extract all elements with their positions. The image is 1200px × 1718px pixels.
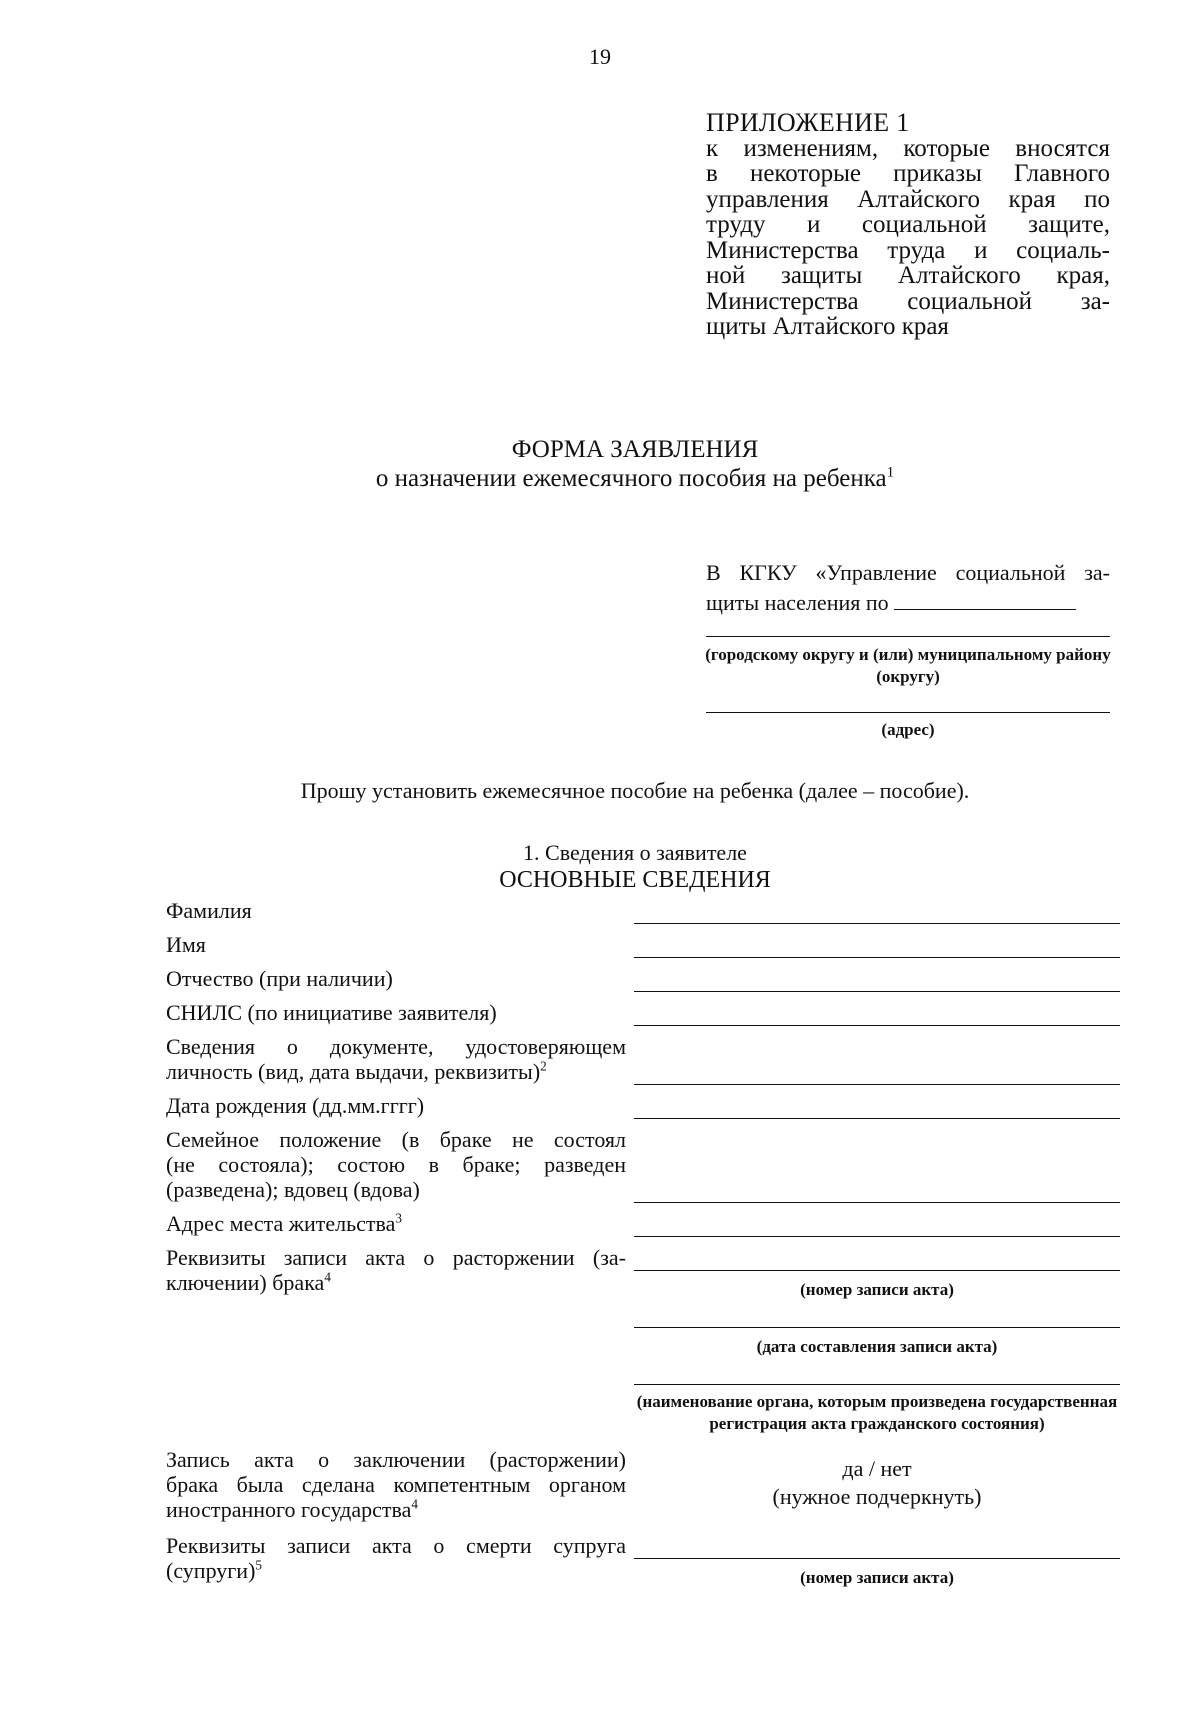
name-field[interactable] [634, 957, 1120, 958]
form-subtitle [0, 465, 1200, 493]
label-line: (разведена); вдовец (вдова) [166, 1177, 420, 1202]
footnote-mark: 3 [395, 1210, 403, 1226]
district-fill-line[interactable] [894, 591, 1076, 610]
footnote-mark: 4 [411, 1496, 418, 1512]
patronymic-field[interactable] [634, 991, 1120, 992]
label-line: Семейное положение (в браке не состоял [166, 1127, 626, 1152]
appendix-line: Министерства труда и социаль- [706, 236, 1110, 264]
addressee-block [706, 558, 1110, 618]
birth-date-field[interactable] [634, 1118, 1120, 1119]
name-label: Имя [166, 932, 206, 957]
snils-field[interactable] [634, 1025, 1120, 1026]
label-text: ключении) брака [166, 1270, 325, 1295]
addressee-line-text: щиты населения по [706, 590, 889, 615]
residence-field[interactable] [634, 1236, 1120, 1237]
request-text: Прошу установить ежемесячное пособие на ребенка (далее – пособие). [300, 778, 970, 803]
district-fill-line-2[interactable] [706, 636, 1110, 637]
section-title: 1. Сведения о заявителе [523, 840, 747, 865]
label-line: Сведения о документе, удостоверяющем [166, 1034, 626, 1059]
footnote-mark: 1 [886, 464, 895, 481]
id-document-field[interactable] [634, 1084, 1120, 1085]
label-line: Реквизиты записи акта о расторжении (за- [166, 1245, 626, 1270]
surname-label: Фамилия [166, 898, 252, 923]
label-line [166, 1558, 626, 1583]
marriage-record-label [166, 1245, 626, 1295]
form-title: ФОРМА ЗАЯВЛЕНИЯ [511, 436, 759, 463]
label-text: иностранного государства [166, 1497, 412, 1522]
footnote-mark: 4 [324, 1269, 331, 1285]
yes-no-options[interactable]: да / нет [842, 1456, 912, 1481]
addressee-line: В КГКУ «Управление социальной за- [706, 560, 1110, 585]
label-line: брака была сделана компетентным органом [166, 1472, 626, 1497]
patronymic-label: Отчество (при наличии) [166, 966, 393, 991]
death-record-number-field[interactable] [634, 1558, 1120, 1559]
snils-label: СНИЛС (по инициативе заявителя) [166, 1000, 497, 1025]
label-line: Запись акта о заключении (расторжении) [166, 1447, 626, 1472]
section-subtitle: ОСНОВНЫЕ СВЕДЕНИЯ [499, 867, 771, 893]
appendix-line: управления Алтайского края по [706, 185, 1110, 213]
marital-status-label [166, 1127, 626, 1202]
appendix-line: ной защиты Алтайского края, [706, 262, 1110, 289]
label-line [166, 1497, 626, 1522]
district-caption: (городскому округу и (или) муниципальному району (округу) [705, 645, 1111, 686]
record-date-field[interactable] [634, 1327, 1120, 1328]
death-record-label [166, 1533, 626, 1583]
appendix-line: труду и социальной защите, [706, 211, 1110, 238]
label-line: (не состояла); состою в браке; разведен [166, 1152, 626, 1177]
appendix-block [706, 110, 1110, 340]
residence-label [166, 1211, 626, 1236]
addressee-line-2 [706, 588, 1110, 618]
appendix-line: в некоторые приказы Главного [706, 160, 1110, 187]
label-text: Адрес места жительства [166, 1211, 396, 1236]
appendix-title: ПРИЛОЖЕНИЕ 1 [706, 108, 910, 137]
record-date-caption: (дата составления записи акта) [756, 1337, 998, 1356]
record-number-caption: (номер записи акта) [800, 1280, 954, 1299]
label-line [166, 1270, 626, 1295]
surname-field[interactable] [634, 923, 1120, 924]
appendix-line: щиты Алтайского края [706, 313, 949, 340]
label-line [166, 1059, 626, 1084]
label-text: (супруги) [166, 1558, 256, 1583]
page-number: 19 [589, 44, 611, 69]
form-subtitle-text: о назначении ежемесячного пособия на ребенка [375, 465, 887, 492]
death-record-number-caption: (номер записи акта) [800, 1568, 954, 1587]
yes-no-hint: (нужное подчеркнуть) [772, 1484, 982, 1509]
label-text: личность (вид, дата выдачи, реквизиты) [166, 1059, 541, 1084]
birth-date-label: Дата рождения (дд.мм.гггг) [166, 1093, 425, 1118]
address-caption: (адрес) [881, 720, 935, 739]
appendix-line: Министерства социальной за- [706, 287, 1110, 315]
id-document-label [166, 1034, 626, 1084]
foreign-record-label [166, 1447, 626, 1522]
footnote-mark: 5 [255, 1557, 263, 1573]
footnote-mark: 2 [540, 1058, 547, 1074]
record-number-field[interactable] [634, 1270, 1120, 1271]
authority-caption: (наименование органа, которым произведена государственная регистрация акта гражданского состояния) [636, 1392, 1118, 1433]
label-line: Реквизиты записи акта о смерти супруга [166, 1533, 626, 1558]
appendix-line: к изменениям, которые вносятся [706, 134, 1110, 162]
address-fill-line[interactable] [706, 712, 1110, 713]
marital-status-field[interactable] [634, 1202, 1120, 1203]
authority-field[interactable] [634, 1384, 1120, 1385]
